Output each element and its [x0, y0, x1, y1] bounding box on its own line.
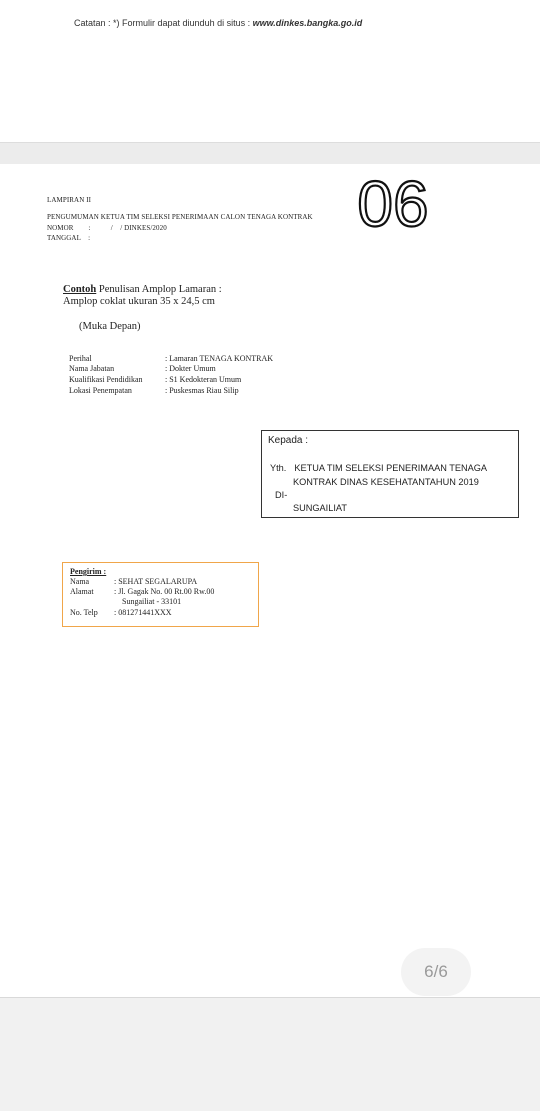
recipient-name-1: KETUA TIM SELEKSI PENERIMAAN TENAGA: [294, 463, 487, 473]
detail-label: Perihal: [69, 354, 92, 363]
recipient-box: [261, 430, 519, 518]
page-gap: [0, 142, 540, 165]
detail-label: Lokasi Penempatan: [69, 386, 132, 395]
recipient-heading: Kepada :: [268, 435, 309, 446]
sender-address-label: Alamat: [70, 587, 94, 596]
sender-phone-label: No. Telp: [70, 608, 98, 617]
recipient-line-1: [270, 463, 487, 473]
detail-value: : Dokter Umum: [165, 364, 216, 373]
stamp-number-text: 06: [357, 170, 429, 236]
recipient-di: DI-: [275, 490, 288, 500]
handwritten-number: [348, 170, 438, 236]
detail-row: [69, 386, 239, 395]
page-indicator: 6/6: [401, 948, 471, 996]
sender-address-row: [70, 587, 214, 596]
sender-address-city: Sungailiat - 33101: [122, 597, 182, 606]
sender-phone-row: [70, 608, 172, 617]
previous-page: [0, 0, 540, 142]
example-title: [63, 284, 222, 295]
lampiran-label: LAMPIRAN II: [47, 196, 92, 204]
front-side-label: (Muka Depan): [79, 321, 141, 332]
detail-row: [69, 354, 273, 363]
sender-title: Pengirim :: [70, 567, 107, 576]
note-url[interactable]: www.dinkes.bangka.go.id: [252, 18, 363, 28]
recipient-honorific: Yth.: [270, 463, 287, 473]
sender-address-value: : Jl. Gagak No. 00 Rt.00 Rw.00: [114, 587, 215, 596]
stamp-number-graphic: [348, 170, 438, 236]
recipient-line-2: KONTRAK DINAS KESEHATANTAHUN 2019: [293, 477, 479, 487]
viewer-background: [0, 997, 540, 1111]
download-note: [74, 18, 362, 28]
sender-name-row: [70, 577, 197, 586]
recipient-city: SUNGAILIAT: [293, 503, 347, 513]
detail-value: : S1 Kedokteran Umum: [165, 375, 242, 384]
sender-name-value: : SEHAT SEGALARUPA: [114, 577, 198, 586]
sender-address-cont: [70, 597, 181, 606]
tanggal-line: TANGGAL :: [47, 234, 91, 242]
detail-value: : Lamaran TENAGA KONTRAK: [165, 354, 274, 363]
announcement-title: PENGUMUMAN KETUA TIM SELEKSI PENERIMAAN CALON TENAGA KONTRAK: [47, 213, 313, 221]
nomor-line: NOMOR : / / DINKES/2020: [47, 224, 167, 232]
detail-label: Kualifikasi Pendidikan: [69, 375, 143, 384]
sender-phone-value: : 081271441XXX: [114, 608, 172, 617]
envelope-size: Amplop coklat ukuran 35 x 24,5 cm: [63, 296, 215, 307]
detail-value: : Puskesmas Riau Silip: [165, 386, 239, 395]
sender-box: [62, 562, 259, 627]
note-text: Catatan : *) Formulir dapat diunduh di situs :: [74, 18, 253, 28]
detail-label: Nama Jabatan: [69, 364, 115, 373]
detail-row: [69, 364, 216, 373]
example-title-underlined: Contoh: [63, 284, 97, 295]
example-title-rest: Penulisan Amplop Lamaran :: [96, 284, 222, 295]
sender-name-label: Nama: [70, 577, 90, 586]
detail-row: [69, 375, 241, 384]
